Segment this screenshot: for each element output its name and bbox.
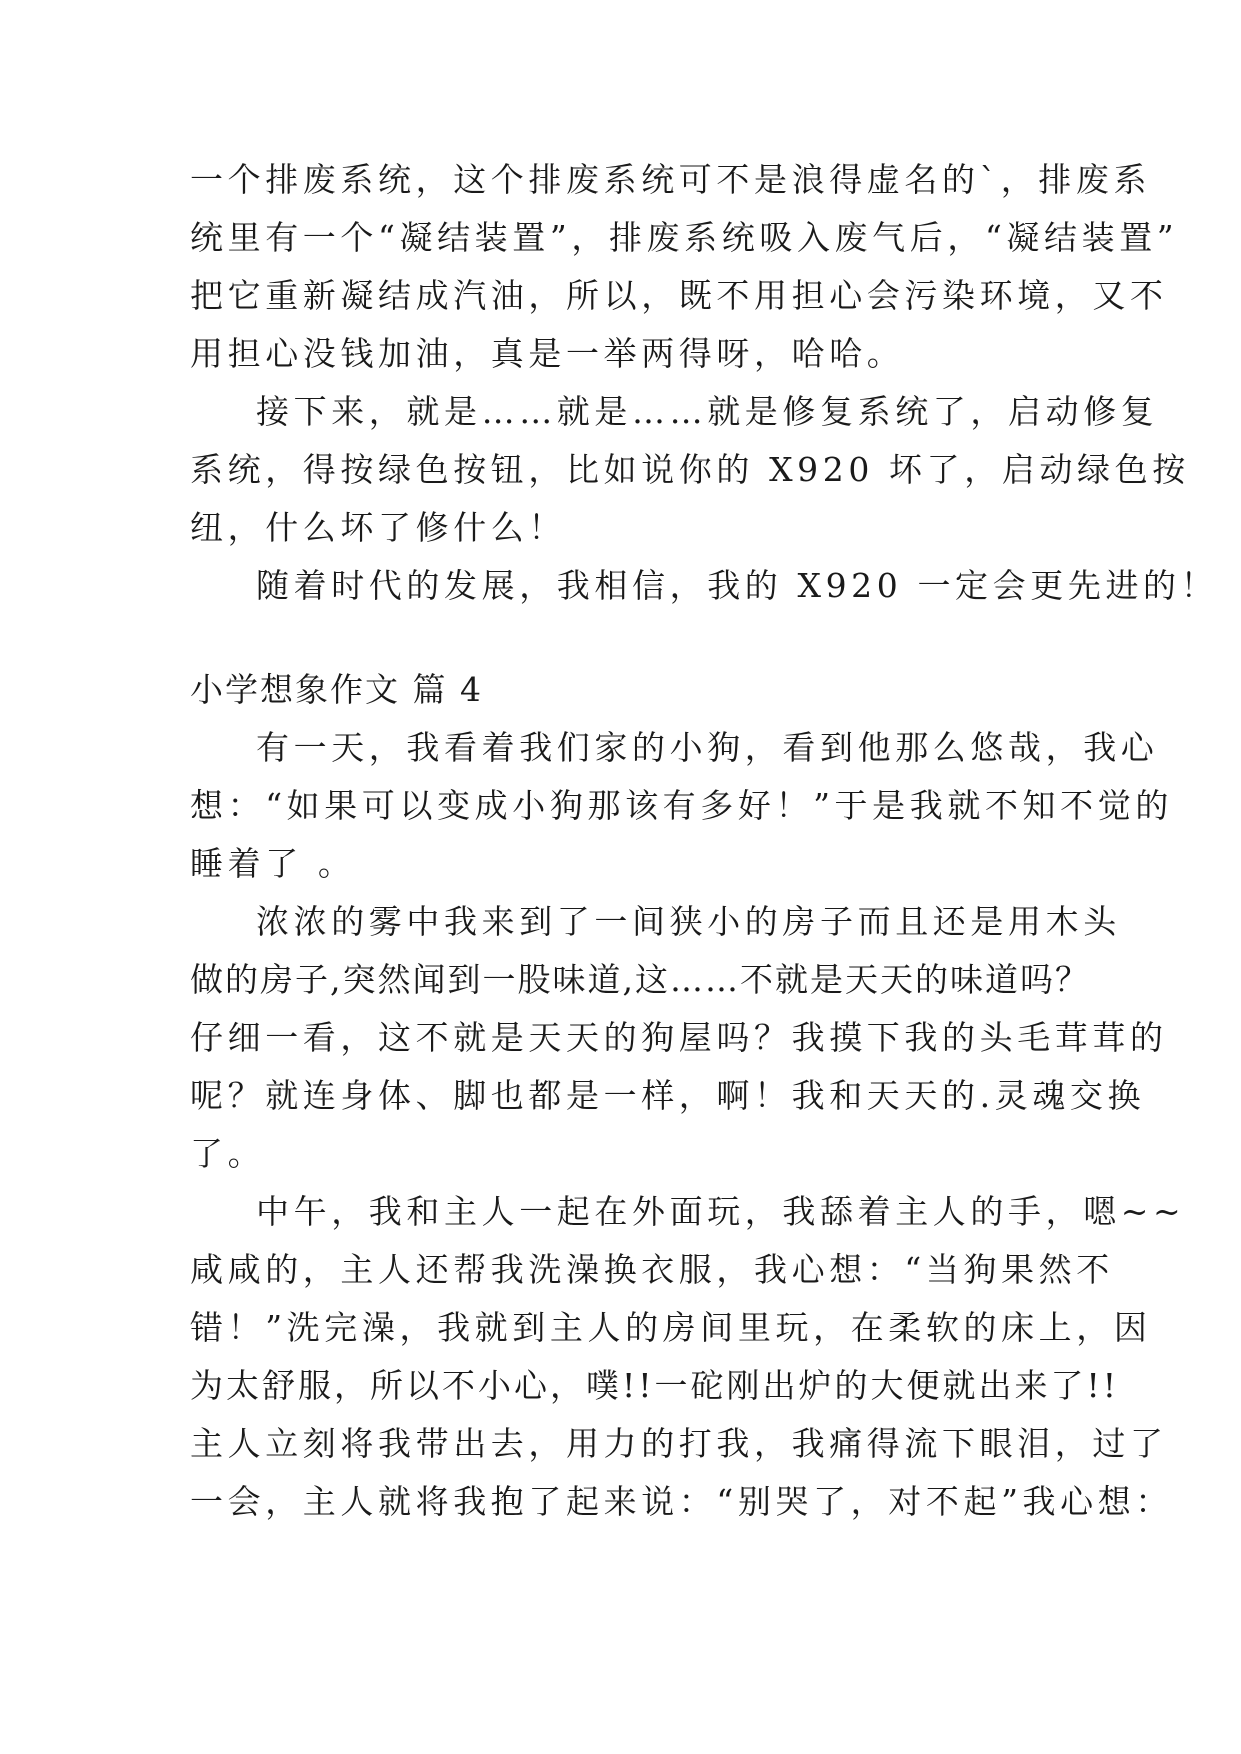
paragraph-1-line-2: 统里有一个“凝结装置”，排废系统吸入废气后，“凝结装置” <box>190 218 1179 257</box>
paragraph-2-line-3: 纽，什么坏了修什么！ <box>190 508 566 547</box>
paragraph-6-line-2: 咸咸的，主人还帮我洗澡换衣服，我心想：“当狗果然不 <box>190 1250 1114 1289</box>
paragraph-1-line-3: 把它重新凝结成汽油，所以，既不用担心会污染环境，又不 <box>190 276 1168 315</box>
paragraph-3-line-1: 随着时代的发展，我相信，我的 X920 一定会更先进的！ <box>256 566 1219 605</box>
paragraph-4-line-2: 想：“如果可以变成小狗那该有多好！”于是我就不知不觉的 <box>190 786 1173 825</box>
paragraph-2-line-1: 接下来，就是……就是……就是修复系统了，启动修复 <box>256 392 1159 431</box>
paragraph-5-line-3: 仔细一看，这不就是天天的狗屋吗？我摸下我的头毛茸茸的 <box>190 1018 1168 1057</box>
paragraph-5-line-2: 做的房子,突然闻到一股味道,这……不就是天天的味道吗？ <box>190 960 1090 999</box>
paragraph-6-line-5: 主人立刻将我带出去，用力的打我，我痛得流下眼泪，过了 <box>190 1424 1168 1463</box>
paragraph-5-line-5: 了。 <box>190 1134 266 1173</box>
section-title: 小学想象作文 篇 4 <box>190 670 483 709</box>
paragraph-6-line-1: 中午，我和主人一起在外面玩，我舔着主人的手，嗯~~ <box>256 1192 1186 1231</box>
paragraph-5-line-4: 呢？就连身体、脚也都是一样，啊！我和天天的.灵魂交换 <box>190 1076 1146 1115</box>
paragraph-1-line-1: 一个排废系统，这个排废系统可不是浪得虚名的`，排废系 <box>190 160 1152 199</box>
paragraph-5-line-1: 浓浓的雾中我来到了一间狭小的房子而且还是用木头 <box>256 902 1121 941</box>
paragraph-4-line-1: 有一天，我看着我们家的小狗，看到他那么悠哉，我心 <box>256 728 1159 767</box>
paragraph-4-line-3: 睡着了 。 <box>190 844 356 883</box>
paragraph-6-line-6: 一会，主人就将我抱了起来说：“别哭了，对不起”我心想： <box>190 1482 1173 1521</box>
paragraph-2-line-2: 系统，得按绿色按钮，比如说你的 X920 坏了，启动绿色按 <box>190 450 1190 489</box>
paragraph-6-line-3: 错！”洗完澡，我就到主人的房间里玩，在柔软的床上，因 <box>190 1308 1152 1347</box>
paragraph-1-line-4: 用担心没钱加油，真是一举两得呀，哈哈。 <box>190 334 905 373</box>
paragraph-6-line-4: 为太舒服，所以不小心，噗!!一砣刚出炉的大便就出来了!! <box>190 1366 1120 1405</box>
